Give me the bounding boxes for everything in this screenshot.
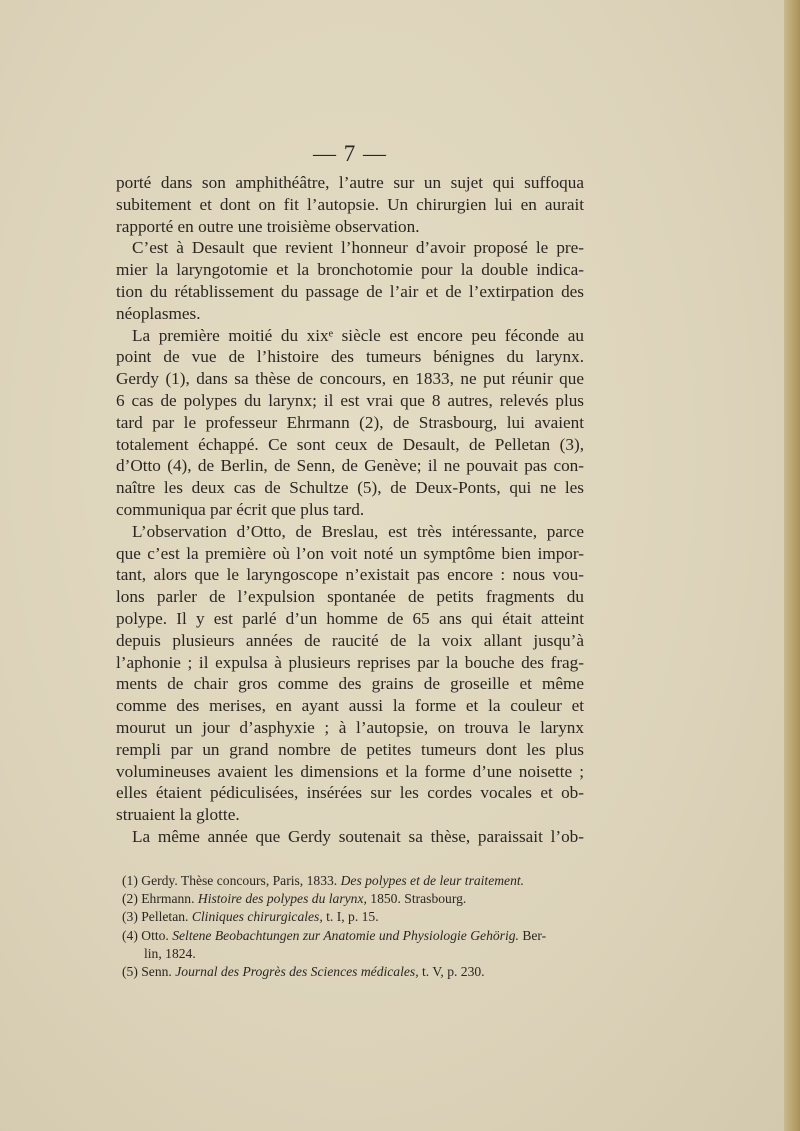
body-line: comme des merises, en ayant aussi la forme et la couleur et [116,696,584,716]
footnote [122,890,584,908]
footnote-details: t. V, p. 230. [418,964,485,980]
footnote [122,872,584,890]
body-line: néoplasmes. [116,303,201,323]
body-line: La première moitié du xixᵉ siècle est encore peu féconde au [132,325,584,345]
footnote-continuation: lin, 1824. [144,945,196,961]
body-line: tard par le professeur Ehrmann (2), de Strasbourg, lui avaient [116,412,584,432]
page-edge [784,0,800,1131]
footnote-title: Histoire des polypes du larynx, [197,891,367,907]
body-line: depuis plusieurs années de raucité de la voix allant jusqu’à [116,630,584,650]
body-line: que c’est la première où l’on voit noté un symptôme bien impor- [116,543,584,563]
body-line: rapporté en outre une troisième observation. [116,216,420,236]
body-line: lons parler de l’expulsion spontanée de petits fragments du [116,587,584,607]
body-line: mourut un jour d’asphyxie ; à l’autopsie, on trouva le larynx [116,717,584,737]
footnotes [122,872,584,981]
body-line: l’aphonie ; il expulsa à plusieurs reprises par la bouche des frag- [116,652,584,672]
body-line: La même année que Gerdy soutenait sa thèse, paraissait l’ob- [132,826,584,846]
body-line: point de vue de l’histoire des tumeurs bénignes du larynx. [116,347,584,367]
footnote-details: t. I, p. 15. [322,909,379,925]
body-line: tant, alors que le laryngoscope n’existait pas encore : nous vou- [116,565,584,585]
footnote-title: Seltene Beobachtungen zur Anatomie und Physiologie Gehörig. [172,927,519,943]
footnote-author: (5) Senn. [122,964,176,980]
body-line: tion du rétablissement du passage de l’air et de l’extirpation des [116,281,584,301]
footnote-author: (3) Pelletan. [122,909,192,925]
body-line: porté dans son amphithéâtre, l’autre sur un sujet qui suffoqua [116,173,584,192]
body-line: C’est à Desault que revient l’honneur d’avoir proposé le pre- [132,238,584,258]
footnote-title: Des polypes et de leur traitement. [340,873,525,888]
body-line: volumineuses avaient les dimensions et la forme d’une noisette ; [116,761,584,781]
footnote [122,908,584,926]
body-line: communiqua par écrit que plus tard. [116,499,365,519]
body-line: 6 cas de polypes du larynx; il est vrai que 8 autres, relevés plus [116,390,584,410]
footnote-title: Journal des Progrès des Sciences médicales, [175,964,419,980]
body-line: subitement et dont on fit l’autopsie. Un chirurgien lui en aurait [116,194,584,214]
body-line: elles étaient pédiculisées, insérées sur les cordes vocales et ob- [116,783,584,803]
footnote-title: Cliniques chirurgicales, [191,909,323,925]
body-line: mier la laryngotomie et la bronchotomie pour la double indica- [116,260,584,280]
body-line: polype. Il y est parlé d’un homme de 65 ans qui était atteint [116,608,584,628]
body-line: L’observation d’Otto, de Breslau, est très intéressante, parce [132,521,584,541]
body-line: totalement échappé. Ce sont ceux de Desault, de Pelletan (3), [116,434,584,454]
footnote [122,963,584,981]
footnote-author: (1) Gerdy. Thèse concours, Paris, 1833. [122,873,341,888]
body-line: d’Otto (4), de Berlin, de Senn, de Genève; il ne pouvait pas con- [116,456,584,476]
footnote-author: (4) Otto. [122,927,173,943]
body-line: ments de chair gros comme des grains de groseille et même [116,674,584,694]
body-line: rempli par un grand nombre de petites tumeurs dont les plus [116,739,584,759]
footnote-author: (2) Ehrmann. [122,891,198,907]
body-line: struaient la glotte. [116,805,240,825]
footnote-details: 1850. Strasbourg. [366,891,467,907]
body-line: naître les deux cas de Schultze (5), de Deux-Ponts, qui ne les [116,478,584,498]
page-number: — 7 — [313,141,387,166]
body-line: Gerdy (1), dans sa thèse de concours, en 1833, ne put réunir que [116,369,584,389]
footnote-details: Ber- [518,927,547,943]
footnote [122,927,584,945]
body-text [116,172,584,848]
